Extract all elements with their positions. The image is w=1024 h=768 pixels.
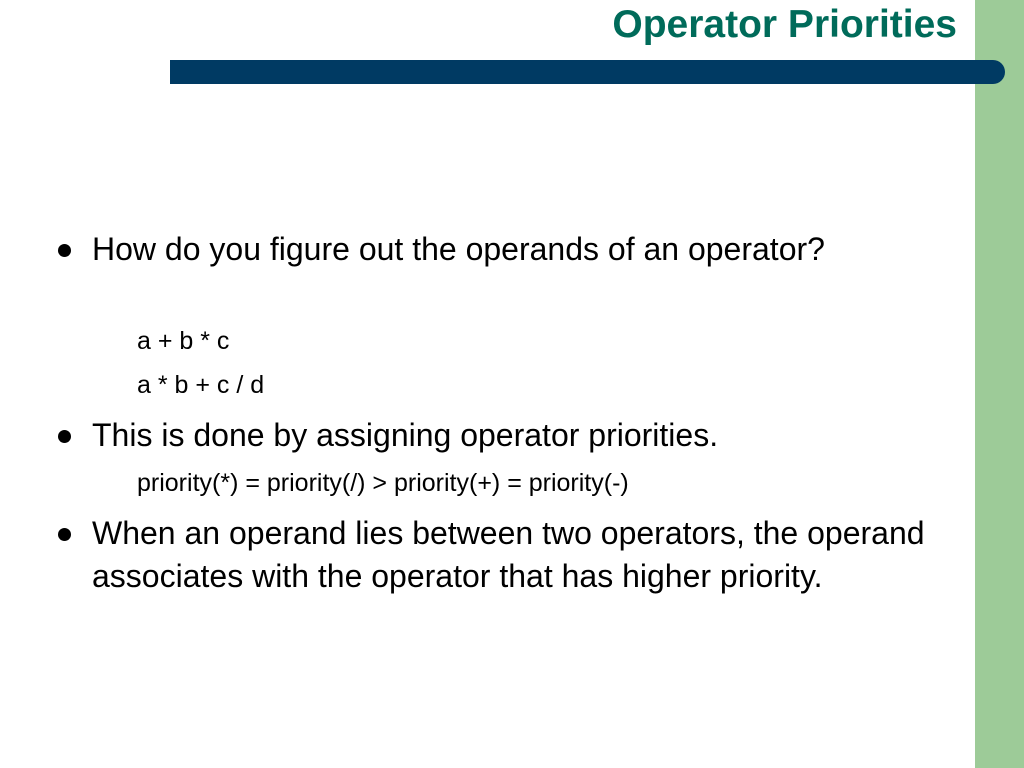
- bullet-dot-icon: [58, 244, 71, 257]
- bullet-text: This is done by assigning operator priorities.: [92, 417, 719, 453]
- bullet-item-1: [92, 228, 972, 271]
- bullet-item-3: [92, 512, 972, 598]
- slide-title: Operator Priorities: [612, 3, 957, 46]
- bullet-item-2: [92, 414, 972, 457]
- sub-item-expression-1: a + b * c: [137, 327, 230, 355]
- bullet-text: How do you figure out the operands of an operator?: [92, 231, 825, 267]
- bullet-dot-icon: [58, 430, 71, 443]
- right-decorative-band: [975, 0, 1024, 768]
- bullet-text: When an operand lies between two operators, the operand associates with the operator that has higher priority.: [92, 515, 925, 594]
- title-underline-bar: [170, 60, 1005, 84]
- sub-item-expression-2: a * b + c / d: [137, 371, 265, 399]
- sub-item-priority-rule: priority(*) = priority(/) > priority(+) = priority(-): [137, 469, 629, 497]
- bullet-dot-icon: [58, 528, 71, 541]
